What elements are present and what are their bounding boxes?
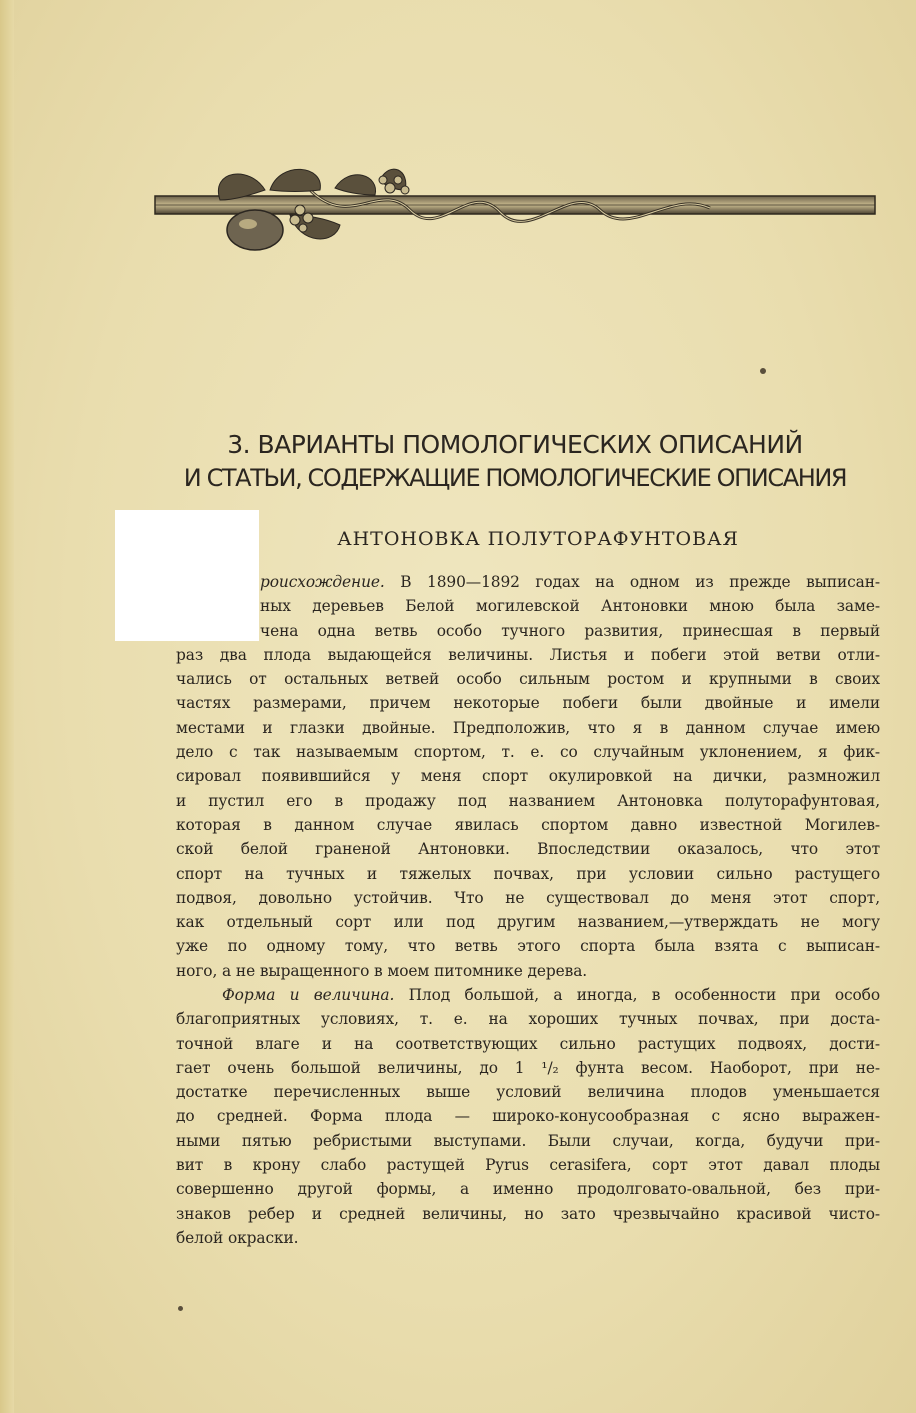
paragraph-origin [176,570,880,983]
paragraph-line: спорт на тучных и тяжелых почвах, при условии сильно растущего [176,864,880,883]
paragraph-line: частях размерами, причем некоторые побеги были двойные и имели [176,694,880,713]
article-title: АНТОНОВКА ПОЛУТОРАФУНТОВАЯ [337,528,739,550]
ornament-branch-icon [150,160,880,260]
paragraph-line: ного, а не выращенного в моем питомнике дерева. [176,961,588,980]
paragraph-lead: роисхождение. [260,573,385,591]
paragraph-line: чена одна ветвь особо тучного развития, принесшая в первый [260,621,880,640]
paragraph-line: уже по одному тому, что ветвь этого спорта была взята с выписан- [176,937,880,956]
paragraph-line: гает очень большой величины, до 1 ¹/₂ фунта весом. Наоборот, при не- [176,1058,880,1077]
paragraph-line: ными пятью ребристыми выступами. Были случаи, когда, будучи при- [176,1131,880,1150]
paragraph-lead: Форма и величина. [222,986,395,1004]
ink-spot [760,368,766,374]
paragraph-line: раз два плода выдающейся величины. Листья и побеги этой ветви отли- [176,645,880,664]
page-edge [0,0,14,1413]
paragraph-line: совершенно другой формы, а именно продолговато-овальной, без при- [176,1180,880,1199]
paragraph-line: чались от остальных ветвей особо сильным ростом и крупными в своих [176,670,880,689]
paragraph-shape-size [176,983,880,1250]
paragraph-line: дело с так называемым спортом, т. е. со случайным уклонением, я фик- [176,743,880,762]
paragraph-line: Форма и величина. Плод большой, а иногда, в особенности при особо [222,986,880,1004]
paragraph-line: ской белой граненой Антоновки. Впоследствии оказалось, что этот [176,840,880,859]
paragraph-line: сировал появившийся у меня спорт окулировкой на дички, размножил [176,767,880,786]
paragraph-line: и пустил его в продажу под названием Антоновка полуторафунтовая, [176,791,880,810]
paragraph-line: которая в данном случае явилась спортом давно известной Могилев- [176,815,880,834]
paragraph-line: точной влаге и на соответствующих сильно растущих подвоях, дости- [176,1034,880,1053]
section-heading-line2: И СТАТЬИ, СОДЕРЖАЩИЕ ПОМОЛОГИЧЕСКИЕ ОПИСАНИЯ [183,464,847,492]
section-heading-line1: 3. ВАРИАНТЫ ПОМОЛОГИЧЕСКИХ ОПИСАНИЙ [227,430,803,459]
paragraph-line: достатке перечисленных выше условий величина плодов уменьшается [176,1083,880,1102]
paragraph-line: ных деревьев Белой могилевской Антоновки мною была заме- [260,597,880,616]
paragraph-line: местами и глазки двойные. Предположив, что я в данном случае имею [176,718,880,737]
paragraph-line: вит в крону слабо растущей Pyrus cerasifera, сорт этот давал плоды [176,1156,880,1175]
paragraph-line: белой окраски. [176,1228,299,1247]
paragraph-line: до средней. Форма плода — широко-конусообразная с ясно выражен- [176,1107,880,1126]
paragraph-line: подвоя, довольно устойчив. Что не существовал до меня этот спорт, [176,888,880,907]
paragraph-line: благоприятных условиях, т. е. на хороших тучных почвах, при доста- [176,1010,880,1029]
ink-spot [178,1306,183,1311]
paragraph-line: роисхождение. В 1890—1892 годах на одном из прежде выписан- [260,573,880,591]
redaction-box [115,510,259,641]
paragraph-line: знаков ребер и средней величины, но зато чрезвычайно красивой чисто- [176,1204,880,1223]
paragraph-line: как отдельный сорт или под другим названием,—утверждать не могу [176,913,880,932]
